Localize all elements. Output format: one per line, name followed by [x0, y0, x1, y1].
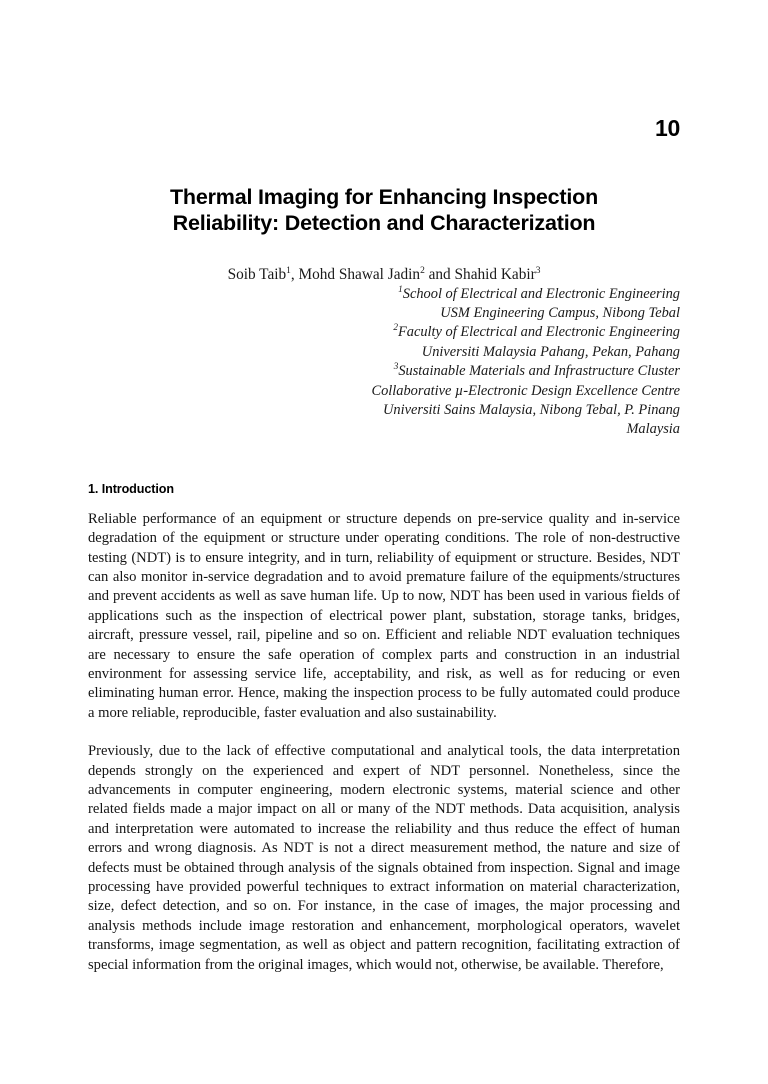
page-title [88, 184, 680, 236]
author-name-2: Mohd Shawal Jadin [298, 266, 421, 283]
affiliation-marker: 3 [393, 361, 399, 372]
affiliation-line [88, 285, 680, 304]
section-heading-introduction: 1. Introduction [88, 481, 174, 496]
author-list [88, 265, 680, 285]
affiliation-marker: 1 [398, 283, 403, 294]
affiliation-text: Malaysia [626, 421, 680, 438]
affiliation-marker: 2 [393, 322, 398, 333]
affiliation-line [88, 343, 680, 362]
affiliation-text: Faculty of Electrical and Electronic Engineering [397, 324, 680, 341]
affiliation-text: Sustainable Materials and Infrastructure Cluster [398, 363, 680, 380]
page-title-line-1: Thermal Imaging for Enhancing Inspection [169, 185, 598, 209]
affiliation-text: USM Engineering Campus, Nibong Tebal [440, 304, 680, 321]
affiliation-line [88, 401, 680, 420]
chapter-number: 10 [655, 115, 680, 141]
author-affiliation-marker-2: 2 [420, 265, 425, 276]
author-separator-2: and [424, 266, 455, 283]
author-name-1: Soib Taib [227, 266, 287, 283]
affiliation-text: Collaborative µ-Electronic Design Excellence Centre [371, 382, 680, 399]
author-affiliation-marker-1: 1 [286, 265, 291, 276]
affiliation-line [88, 304, 680, 323]
affiliation-text: Universiti Sains Malaysia, Nibong Tebal, P. Pinang [382, 401, 680, 418]
affiliation-text: School of Electrical and Electronic Engineering [402, 285, 680, 302]
affiliation-line [88, 362, 680, 381]
page-title-line-2: Reliability: Detection and Characterization [172, 211, 596, 235]
affiliation-block [88, 285, 680, 440]
affiliation-line [88, 323, 680, 342]
affiliation-line [88, 382, 680, 401]
author-name-3: Shahid Kabir [454, 266, 536, 283]
affiliation-text: Universiti Malaysia Pahang, Pekan, Pahang [421, 343, 680, 360]
author-affiliation-marker-3: 3 [535, 265, 541, 276]
author-separator-1: , [290, 266, 299, 283]
body-paragraph: Reliable performance of an equipment or structure depends on pre-service quality and in-service degradation of the equipment or structure under operating conditions. The role of non-destructive testing (NDT) is to ensure integrity, and in turn, reliability of equipment or structure. Besides, NDT can also monitor in-service degradation and to avoid premature failure of the equipments/structures and prevent accidents as well as save human life. Up to now, NDT has been used in various fields of applications such as the inspection of electrical power plant, substation, storage tanks, bridges, aircraft, pressure vessel, rail, pipeline and so on. Efficient and reliable NDT evaluation techniques are necessary to ensure the safe operation of complex parts and construction in an industrial environment for assessing service life, acceptability, and risk, as well as for reducing or even eliminating human error. Hence, making the inspection process to be fully automated could produce a more reliable, reproducible, faster evaluation and also sustainability. [88, 510, 680, 721]
body-paragraph: Previously, due to the lack of effective computational and analytical tools, the data interpretation depends strongly on the experienced and expert of NDT personnel. Nonetheless, since the advancements in computer engineering, modern electronic systems, material science and other related fields made a major impact on all or many of the NDT methods. Data acquisition, analysis and interpretation were automated to increase the reliability and thus reduce the effect of human errors and wrong diagnosis. As NDT is not a direct measurement method, the nature and size of defects must be obtained through analysis of the signals obtained from inspection. Signal and image processing have provided powerful techniques to extract information on material characterization, size, defect detection, and so on. For instance, in the case of images, the major processing and analysis methods include image restoration and enhancement, morphological operators, wavelet transforms, image segmentation, as well as object and pattern recognition, facilitating extraction of special information from the original images, which would not, otherwise, be available. Therefore, [88, 743, 680, 973]
page-content-column [88, 0, 680, 990]
affiliation-line [88, 420, 680, 439]
